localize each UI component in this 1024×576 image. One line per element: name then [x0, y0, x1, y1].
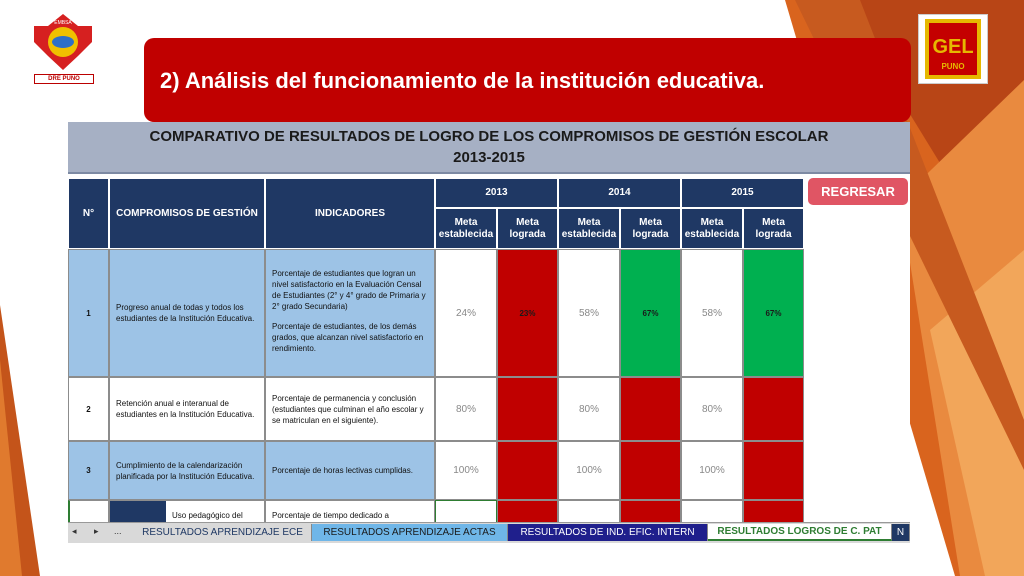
header-num: N°: [68, 178, 109, 249]
meta-establecida-2014: 58%: [558, 249, 620, 377]
slide-title: 2) Análisis del funcionamiento de la institución educativa.: [160, 68, 765, 93]
meta-lograda-2014: [620, 441, 681, 500]
meta-lograda-2013: [497, 377, 558, 441]
meta-lograda-2014: [620, 500, 681, 522]
meta-establecida-2015: 58%: [681, 249, 743, 377]
gel-puno-logo: [918, 14, 988, 84]
regresar-button[interactable]: REGRESAR: [808, 178, 908, 205]
svg-text:EMBSA: EMBSA: [54, 20, 72, 26]
meta-lograda-2014: 67%: [620, 249, 681, 377]
header-year-2013: 2013: [435, 178, 558, 208]
indicador-cell: Porcentaje de tiempo dedicado a: [265, 500, 435, 522]
meta-lograda-2015: [743, 441, 804, 500]
svg-text:GEL: GEL: [932, 36, 974, 58]
meta-establecida-2013: 80%: [435, 377, 497, 441]
indicador-text: Porcentaje de estudiantes, de los demás grados, que alcanzan nivel satisfactorio en rendimiento.: [272, 322, 424, 353]
header-compromisos: COMPROMISOS DE GESTIÓN: [109, 178, 265, 249]
meta-establecida-2014: 100%: [558, 441, 620, 500]
tab-more-button[interactable]: ...: [114, 526, 122, 536]
meta-establecida-2014: 80%: [558, 377, 620, 441]
row-number: 1: [68, 249, 109, 377]
row-number: [68, 500, 109, 522]
compromiso-cell: Retención anual e interanual de estudiantes en la Institución Educativa.: [109, 377, 265, 441]
meta-lograda-2013: [497, 441, 558, 500]
meta-establecida-2013: 100%: [435, 441, 497, 500]
tab-resultados-ind-efic-intern[interactable]: RESULTADOS DE IND. EFIC. INTERN: [508, 524, 708, 541]
meta-lograda-2015: 67%: [743, 249, 804, 377]
header-meta-establecida: Meta establecida: [558, 208, 620, 249]
header-meta-lograda: Meta lograda: [497, 208, 558, 249]
header-year-2015: 2015: [681, 178, 804, 208]
sheet-title: COMPARATIVO DE RESULTADOS DE LOGRO DE LOS COMPROMISOS DE GESTIÓN ESCOLAR: [149, 128, 829, 145]
compromiso-text: Uso pedagógico del: [172, 511, 243, 520]
spreadsheet: [68, 122, 910, 522]
svg-text:PUNO: PUNO: [941, 62, 965, 71]
tab-next-sheet[interactable]: N: [892, 524, 910, 541]
meta-establecida-2013: 24%: [435, 249, 497, 377]
meta-lograda-2015: [743, 500, 804, 522]
tab-scroll-left-icon[interactable]: ◂: [72, 526, 77, 536]
meta-establecida-2015: 80%: [681, 377, 743, 441]
header-indicadores: INDICADORES: [265, 178, 435, 249]
meta-establecida-2015: [681, 500, 743, 522]
sheet-header: [68, 122, 910, 174]
meta-establecida-2015: 100%: [681, 441, 743, 500]
indicador-cell: [265, 249, 435, 377]
title-banner: [144, 38, 911, 122]
indicador-text: Porcentaje de estudiantes que logran un nivel satisfactorio en la Evaluación Censal de Estudiantes (2° y 4° grado de Primaria y 2° grado Secundaria): [272, 269, 426, 311]
meta-lograda-2013: 23%: [497, 249, 558, 377]
header-meta-lograda: Meta lograda: [743, 208, 804, 249]
meta-lograda-2013: [497, 500, 558, 522]
indicador-cell: Porcentaje de horas lectivas cumplidas.: [265, 441, 435, 500]
row-number: 3: [68, 441, 109, 500]
tab-resultados-aprendizaje-ece[interactable]: RESULTADOS APRENDIZAJE ECE: [134, 524, 312, 541]
tab-resultados-aprendizaje-actas[interactable]: RESULTADOS APRENDIZAJE ACTAS: [312, 524, 508, 541]
compromiso-cell: [109, 500, 265, 522]
header-meta-establecida: Meta establecida: [435, 208, 497, 249]
tab-scroll-right-icon[interactable]: ▸: [94, 526, 99, 536]
compromiso-cell: Cumplimiento de la calendarización planificada por la Institución Educativa.: [109, 441, 265, 500]
sheet-tabs-bar: [68, 522, 910, 543]
indicador-cell: Porcentaje de permanencia y conclusión (estudiantes que culminan el año escolar y se matriculan en el siguiente).: [265, 377, 435, 441]
tab-resultados-logros-c-pat[interactable]: RESULTADOS LOGROS DE C. PAT: [708, 524, 892, 541]
meta-establecida-2014: [558, 500, 620, 522]
meta-lograda-2014: [620, 377, 681, 441]
meta-lograda-2015: [743, 377, 804, 441]
compromiso-color-block: [110, 501, 166, 522]
header-year-2014: 2014: [558, 178, 681, 208]
sheet-period: 2013-2015: [453, 149, 525, 166]
dre-puno-logo-text: DRE PUNO: [34, 74, 94, 84]
compromiso-cell: Progreso anual de todas y todos los estudiantes de la Institución Educativa.: [109, 249, 265, 377]
meta-establecida-2013[interactable]: [435, 500, 497, 522]
header-meta-lograda: Meta lograda: [620, 208, 681, 249]
dre-puno-logo: [30, 12, 96, 84]
row-number: 2: [68, 377, 109, 441]
header-meta-establecida: Meta establecida: [681, 208, 743, 249]
